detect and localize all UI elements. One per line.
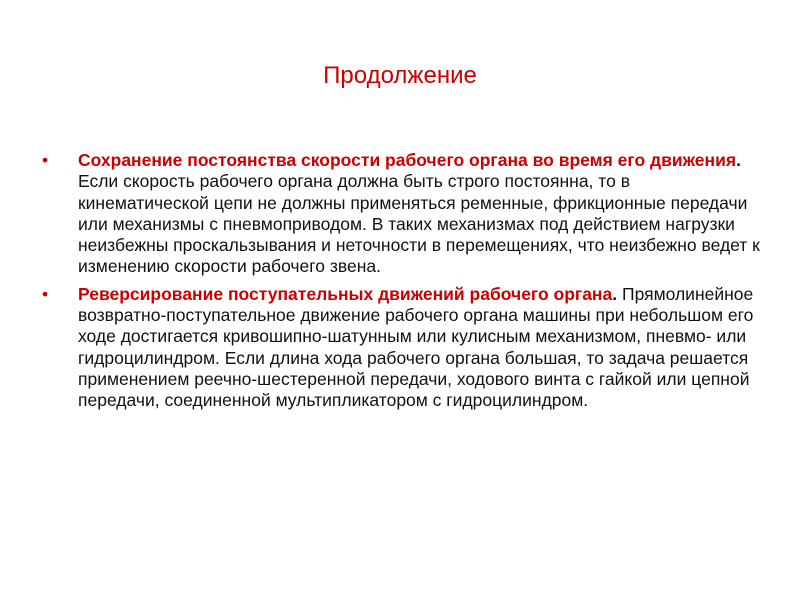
bullet-text: Если скорость рабочего органа должна быть строго постоянна, то в кинематической цепи не должны применяться ременные, фрикционные передачи или механизмы с пневмоприводом. В таких механизмах под действием нагрузки неизбежны проскальзывания и неточности в перемещениях, что неизбежно ведет к изменению скорости рабочего звена. — [78, 171, 760, 277]
slide-title: Продолжение — [323, 62, 477, 89]
bullet-marker: • — [42, 283, 49, 304]
bullet-marker: • — [42, 150, 49, 170]
bullet-item — [42, 284, 762, 412]
bullet-text: Прямолинейное возвратно-поступательное движение рабочего органа машины при небольшом его ходе достигается кривошипно-шатунным или кулисным механизмом, пневмо- или гидроцилиндром. Если длина хода рабочего органа большая, то задача решается применением реечно-шестеренной передачи, ходового винта с гайкой или цепной передачи, соединенной мультипликатором с гидроцилиндром. — [78, 283, 754, 411]
bullet-heading-period: . — [736, 150, 741, 170]
bullet-heading-period: . — [612, 283, 618, 304]
bullet-heading: Сохранение постоянства скорости рабочего органа во время его движения — [78, 150, 737, 170]
bullet-list — [42, 150, 762, 418]
bullet-item — [42, 150, 762, 278]
bullet-heading: Реверсирование поступательных движений рабочего органа — [78, 283, 613, 304]
